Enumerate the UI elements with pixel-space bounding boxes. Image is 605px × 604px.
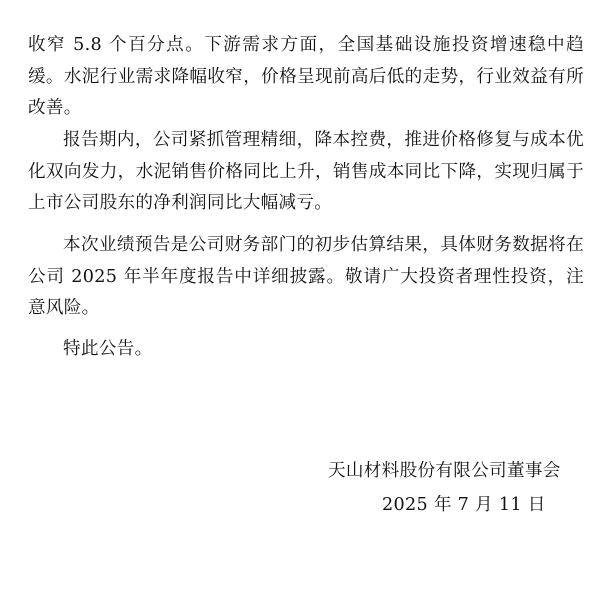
signature-company: 天山材料股份有限公司董事会: [328, 461, 561, 481]
paragraph-company-performance: 报告期内，公司紧抓管理精细，降本控费，推进价格修复与成本优化双向发力，水泥销售价格同比上升，销售成本同比下降，实现归属于上市公司股东的净利润同比大幅减亏。: [28, 130, 584, 213]
paragraph-disclaimer: 本次业绩预告是公司财务部门的初步估算结果，具体财务数据将在公司 2025 年半年度报告中详细披露。敬请广大投资者理性投资，注意风险。: [28, 235, 584, 318]
signature-date: 2025 年 7 月 11 日: [382, 495, 546, 515]
paragraph-closing: 特此公告。: [63, 339, 153, 359]
paragraph-market-conditions: 收窄 5.8 个百分点。下游需求方面，全国基础设施投资增速稳中趋缓。水泥行业需求降幅收窄，价格呈现前高后低的走势，行业效益有所改善。: [28, 35, 584, 118]
